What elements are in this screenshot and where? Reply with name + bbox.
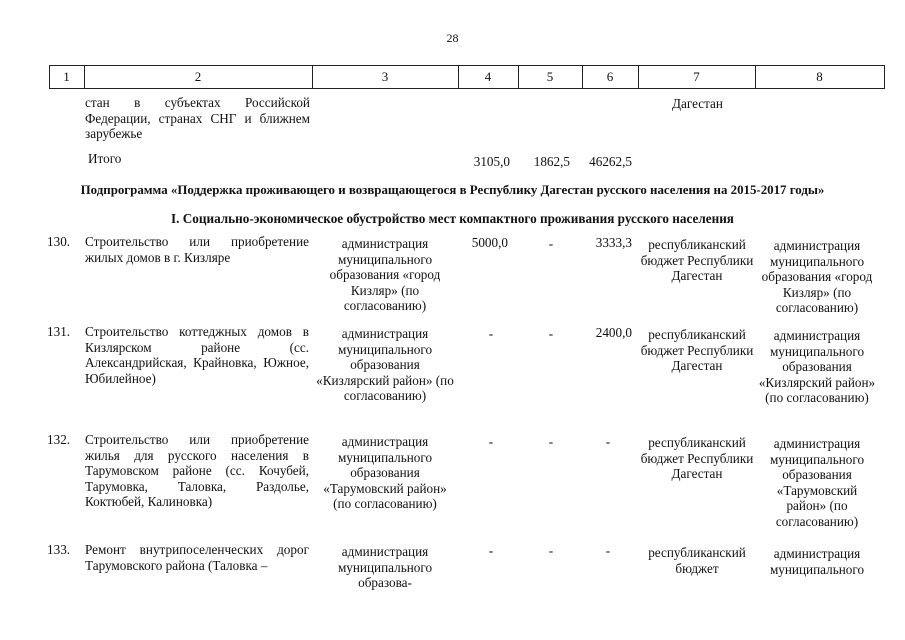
row-number: 131.: [47, 324, 71, 339]
row-source: республиканский бюджет Республики Дагестан: [640, 327, 754, 374]
row-col4: -: [488, 543, 494, 558]
row-responsible: администрация муниципального образования «Кизлярский район» (по согласованию): [758, 328, 876, 406]
row-responsible: администрация муниципального образования «Тарумовский район» (по согласованию): [769, 436, 865, 529]
column-header-3: 3: [381, 69, 389, 84]
row-responsible: администрация муниципального: [769, 546, 865, 577]
row-number: 132.: [47, 432, 71, 447]
row-number: 133.: [47, 542, 71, 557]
row-description: Строительство или приобретение жилых домов в г. Кизляре: [85, 234, 309, 265]
row-executor: администрация муниципального образова-: [337, 544, 433, 591]
subprogram-title: Подпрограмма «Поддержка проживающего и возвращающегося в Республику Дагестан русского населения на 2015-2017 годы»: [80, 183, 825, 197]
row-description: Строительство коттеджных домов в Кизлярском районе (сс. Александрийская, Крайновка, Южное, Юбилейное): [85, 324, 309, 386]
row-col5: -: [548, 236, 554, 251]
row-col4: -: [488, 326, 494, 341]
row-col4: -: [488, 434, 494, 449]
continued-description: стан в субъектах Российской Федерации, странах СНГ и ближнем зарубежье: [85, 95, 310, 142]
row-col6: 3333,3: [595, 235, 632, 250]
column-header-1: 1: [63, 69, 70, 84]
row-number: 130.: [47, 234, 71, 249]
row-executor: администрация муниципального образования «город Кизляр» (по согласованию): [329, 236, 441, 314]
row-description: Строительство или приобретение жилья для русского населения в Тарумовском районе (сс. Кочубей, Тарумовка, Таловка, Раздолье, Коктюбей, Калиновка): [85, 432, 309, 510]
continued-source: Дагестан: [672, 96, 723, 111]
row-col4: 5000,0: [471, 235, 508, 250]
total-col6: 46262,5: [589, 154, 632, 169]
column-header-2: 2: [194, 69, 202, 84]
total-label: Итого: [88, 151, 122, 166]
total-col5: 1862,5: [533, 154, 570, 169]
row-col6: -: [605, 434, 611, 449]
row-executor: администрация муниципального образования «Тарумовский район» (по согласованию): [323, 434, 447, 512]
row-col6: 2400,0: [595, 325, 632, 340]
row-col5: -: [548, 434, 554, 449]
header-divider: [884, 65, 885, 89]
column-header-5: 5: [546, 69, 554, 84]
row-col5: -: [548, 543, 554, 558]
column-header-8: 8: [816, 69, 823, 84]
section-title: I. Социально-экономическое обустройство мест компактного проживания русского населения: [171, 211, 734, 226]
header-bottom-border: [49, 88, 885, 89]
row-source: республиканский бюджет Республики Дагестан: [640, 435, 754, 482]
column-header-6: 6: [606, 69, 614, 84]
row-col6: -: [605, 543, 611, 558]
column-header-4: 4: [484, 69, 492, 84]
row-source: республиканский бюджет Республики Дагестан: [640, 237, 754, 284]
row-description: Ремонт внутрипоселенческих дорог Тарумовского района (Таловка –: [85, 542, 309, 573]
row-source: республиканский бюджет: [648, 545, 746, 576]
row-col5: -: [548, 326, 554, 341]
row-executor: администрация муниципального образования «Кизлярский район» (по согласованию): [316, 326, 454, 404]
row-responsible: администрация муниципального образования «город Кизляр» (по согласованию): [761, 238, 873, 316]
column-header-7: 7: [693, 69, 700, 84]
page-number: 28: [446, 31, 459, 45]
total-col4: 3105,0: [473, 154, 510, 169]
